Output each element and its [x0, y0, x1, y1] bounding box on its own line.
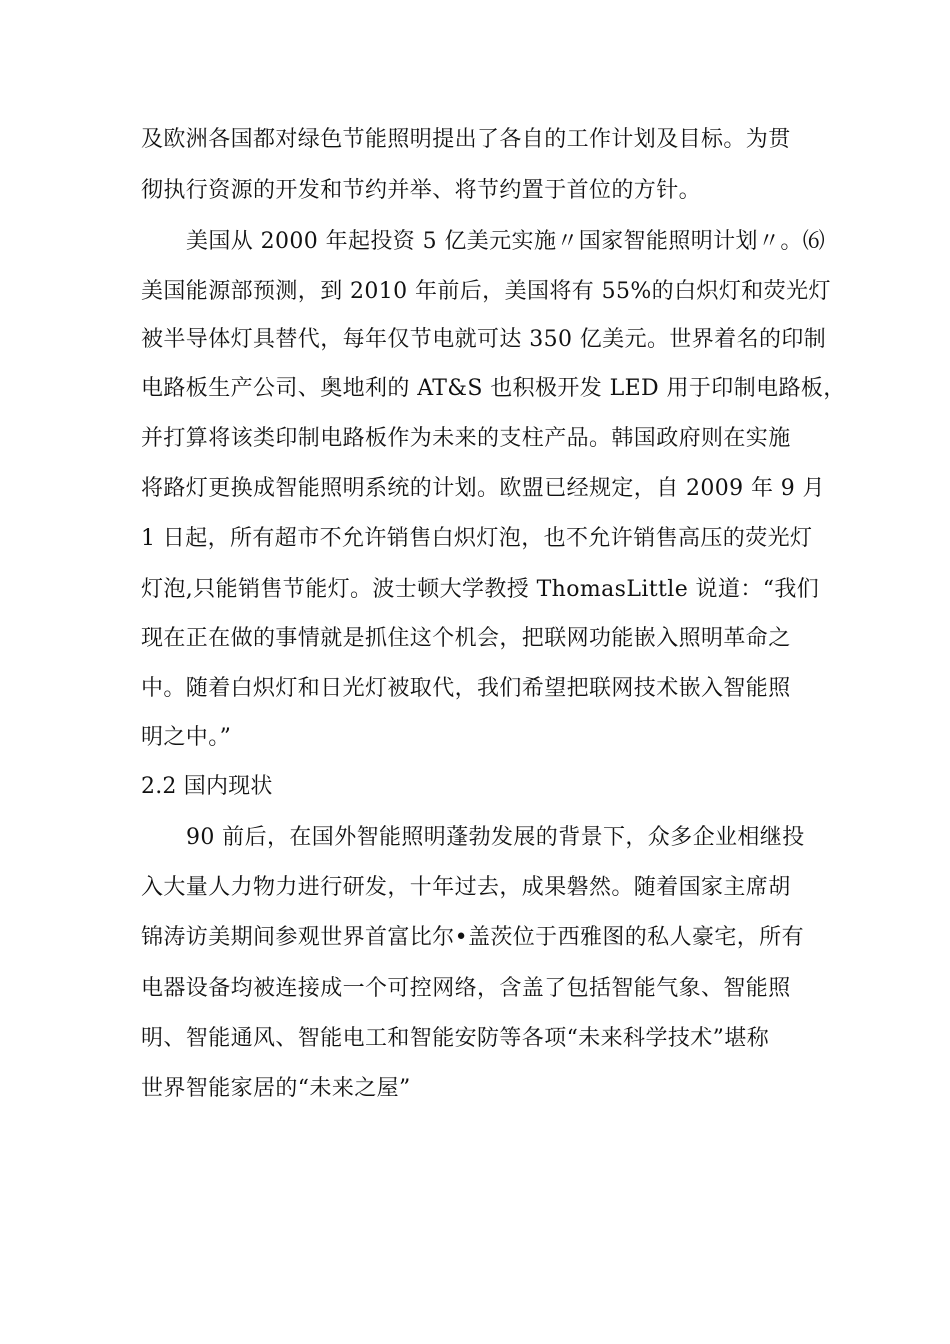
- text-line: 中。随着白炽灯和日光灯被取代，我们希望把联网技术嵌入智能照: [141, 676, 791, 701]
- text-line: 锦涛访美期间参观世界首富比尔•盖茨位于西雅图的私人豪宅，所有: [141, 925, 804, 950]
- text-line: 明、智能通风、智能电工和智能安防等各项“未来科学技术”堪称: [141, 1026, 770, 1051]
- text-line: 90 前后，在国外智能照明蓬勃发展的背景下，众多企业相继投: [186, 825, 805, 850]
- text-line: 将路灯更换成智能照明系统的计划。欧盟已经规定，自 2009 年 9 月: [141, 476, 825, 501]
- text-line: 彻执行资源的开发和节约并举、将节约置于首位的方针。: [141, 178, 702, 203]
- text-line: 现在正在做的事情就是抓住这个机会，把联网功能嵌入照明革命之: [141, 626, 791, 651]
- text-line: 灯泡,只能销售节能灯。波士顿大学教授 ThomasLittle 说道：“我们: [141, 577, 820, 602]
- text-line: 电器设备均被连接成一个可控网络，含盖了包括智能气象、智能照: [141, 976, 791, 1001]
- text-line: 入大量人力物力进行研发，十年过去，成果磐然。随着国家主席胡: [141, 875, 791, 900]
- text-line: 1 日起，所有超市不允许销售白炽灯泡，也不允许销售高压的荧光灯: [141, 526, 813, 551]
- text-line: 并打算将该类印制电路板作为未来的支柱产品。韩国政府则在实施: [141, 426, 791, 451]
- text-line: 及欧洲各国都对绿色节能照明提出了各自的工作计划及目标。为贯: [141, 127, 791, 152]
- text-line: 被半导体灯具替代，每年仅节电就可达 350 亿美元。世界着名的印制: [141, 327, 827, 352]
- text-line: 美国能源部预测，到 2010 年前后，美国将有 55%的白炽灯和荧光灯: [141, 279, 831, 304]
- text-line: 电路板生产公司、奥地利的 AT&S 也积极开发 LED 用于印制电路板，: [141, 376, 846, 401]
- section-heading: 2.2 国内现状: [141, 774, 273, 799]
- text-line: 世界智能家居的“未来之屋”: [141, 1076, 411, 1101]
- text-line: 明之中。”: [141, 725, 232, 750]
- text-line: 美国从 2000 年起投资 5 亿美元实施〃国家智能照明计划〃。⑹: [186, 229, 826, 254]
